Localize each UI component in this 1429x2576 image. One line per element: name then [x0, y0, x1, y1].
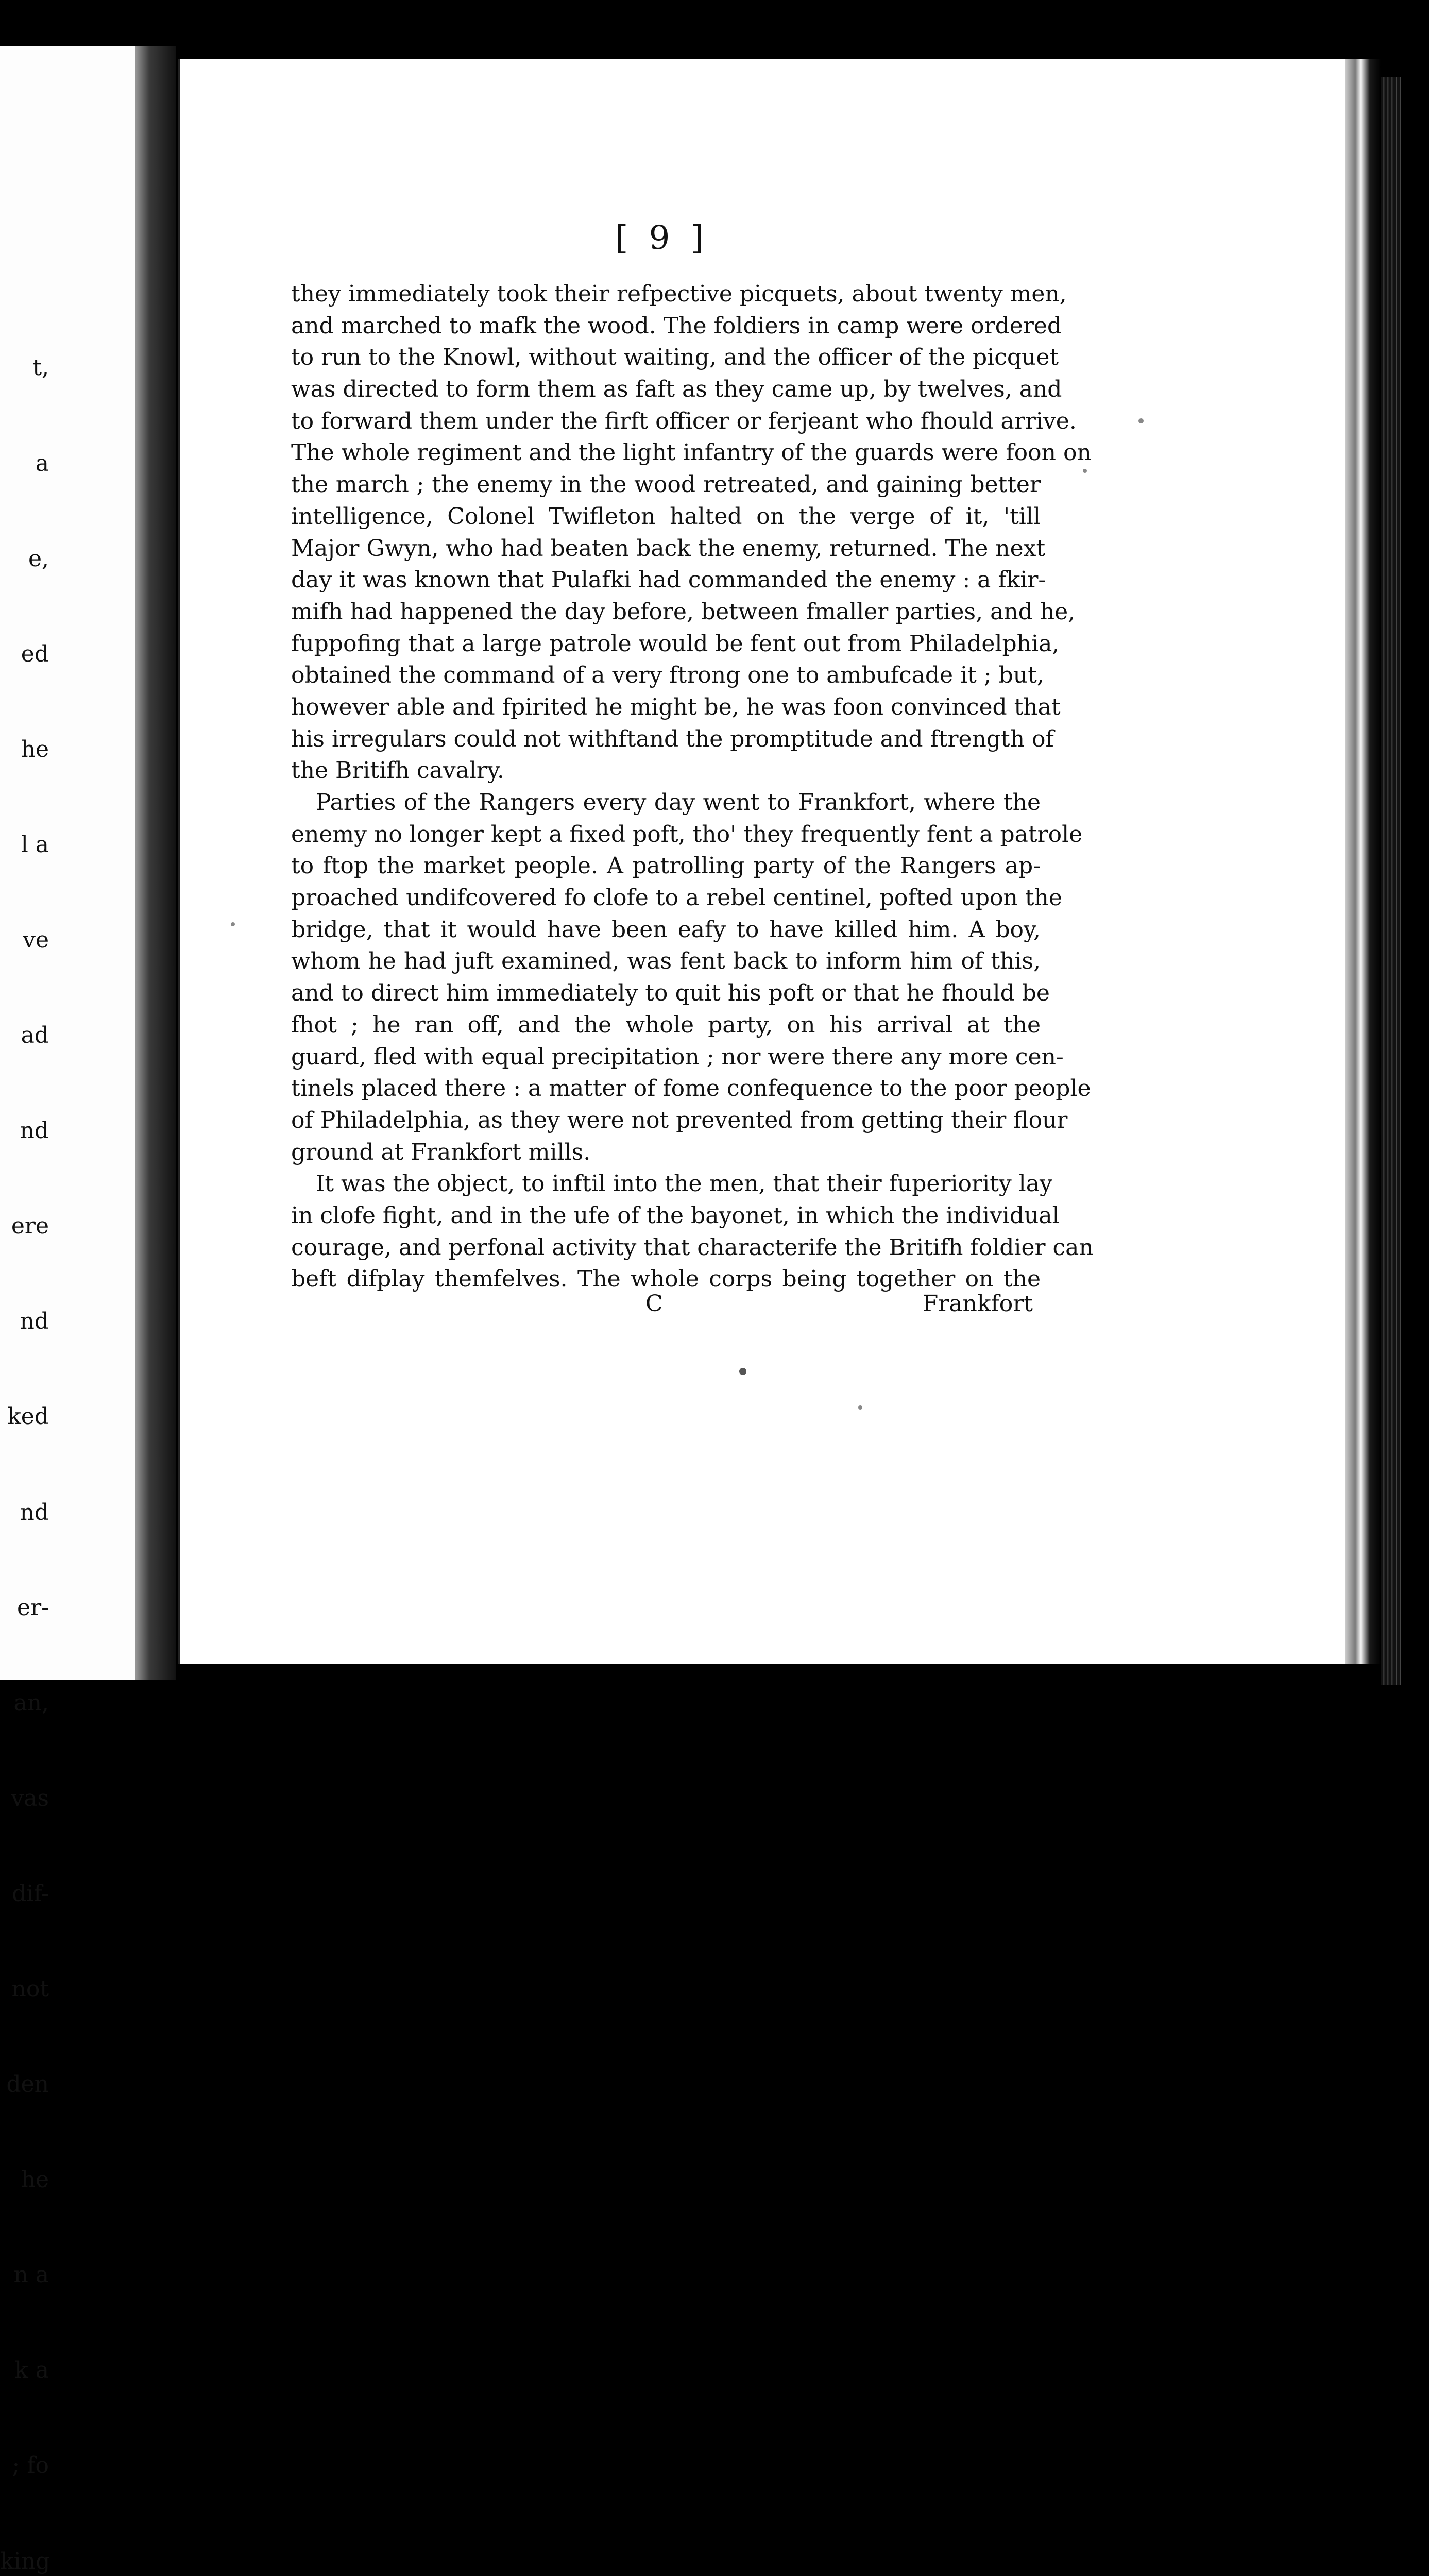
text-line: intelligence, Colonel Twifleton halted on the verge of it, 'till [291, 503, 1041, 530]
paper-speck [739, 1368, 746, 1375]
text-line: the Britifh cavalry. [291, 757, 504, 784]
signature-mark: C [645, 1291, 663, 1317]
text-line: to forward them under the firft officer or ferjeant who fhould arrive. [291, 408, 1077, 434]
fragment-line: an, [13, 1689, 49, 1716]
fragment-line: n a [13, 2262, 49, 2289]
body-text [291, 278, 1094, 1295]
fragment-line: k a [14, 2357, 49, 2384]
text-line: to run to the Knowl, without waiting, and the officer of the picquet [291, 344, 1059, 371]
fragment-line: nd [20, 1308, 49, 1335]
text-line: fhot ; he ran off, and the whole party, on his arrival at the [291, 1011, 1041, 1038]
fragment-line: ; fo [12, 2452, 49, 2479]
text-line: to ftop the market people. A patrolling party of the Rangers ap- [291, 853, 1041, 879]
page-footer [291, 1291, 1033, 1323]
page-edge-shadow [1345, 59, 1381, 1664]
left-page-text-fragments [0, 289, 49, 2576]
paper-speck [858, 1405, 862, 1410]
fragment-line: nd [20, 1117, 49, 1144]
fragment-line: e, [28, 545, 49, 572]
text-line: bridge, that it would have been eafy to have killed him. A boy, [291, 916, 1041, 943]
text-line: whom he had juft examined, was fent back to inform him of this, [291, 948, 1041, 975]
fragment-line: den [6, 2071, 49, 2098]
text-line: proached undifcovered fo clofe to a rebel centinel, pofted upon the [291, 885, 1062, 911]
text-line: and to direct him immediately to quit his poft or that he fhould be [291, 980, 1050, 1007]
text-line: the march ; the enemy in the wood retreated, and gaining better [291, 471, 1041, 498]
text-line: Major Gwyn, who had beaten back the enemy, returned. The next [291, 535, 1046, 562]
text-line: The whole regiment and the light infantry of the guards were foon on [291, 439, 1092, 466]
paragraph-start-line: It was the object, to inftil into the men, that their fuperiority lay [316, 1171, 1052, 1197]
paragraph-start-line: Parties of the Rangers every day went to Frankfort, where the [316, 789, 1041, 816]
text-line: beft difplay themfelves. The whole corps being together on the [291, 1266, 1041, 1293]
fragment-line: a [35, 450, 49, 477]
fragment-line: vas [11, 1785, 49, 1811]
text-line: day it was known that Pulafki had commanded the enemy : a fkir- [291, 567, 1046, 594]
text-line: ground at Frankfort mills. [291, 1139, 591, 1165]
fragment-line: ed [21, 640, 49, 667]
text-line: fuppofing that a large patrole would be fent out from Philadelphia, [291, 630, 1060, 657]
fragment-line: king [0, 2548, 50, 2574]
text-line: in clofe fight, and in the ufe of the bayonet, in which the individual [291, 1202, 1060, 1229]
fragment-line: ere [11, 1213, 49, 1240]
text-line: tinels placed there : a matter of fome confequence to the poor people [291, 1075, 1091, 1102]
fragment-line: er- [17, 1594, 49, 1621]
paper-speck [1083, 469, 1087, 473]
text-line: however able and fpirited he might be, he was foon convinced that [291, 693, 1061, 720]
fragment-line: l a [21, 831, 49, 858]
paper-speck [1138, 418, 1144, 423]
text-line: guard, fled with equal precipitation ; nor were there any more cen- [291, 1043, 1064, 1070]
fragment-line: ve [23, 926, 49, 953]
book-gutter-shadow [135, 46, 176, 1680]
text-line: was directed to form them as faft as they came up, by twelves, and [291, 376, 1062, 403]
text-line: of Philadelphia, as they were not prevented from getting their flour [291, 1107, 1068, 1133]
catchword: Frankfort [922, 1291, 1033, 1317]
paper-speck [231, 922, 235, 926]
fragment-line: not [11, 1976, 49, 2002]
fragment-line: ked [7, 1403, 49, 1430]
page-number: [ 9 ] [615, 219, 704, 257]
fragment-line: dif- [12, 1880, 49, 1907]
text-line: they immediately took their refpective picquets, about twenty men, [291, 281, 1067, 307]
fragment-line: he [21, 2166, 49, 2193]
text-line: courage, and perfonal activity that characterife the Britifh foldier can [291, 1234, 1094, 1261]
text-line: his irregulars could not withftand the promptitude and ftrength of [291, 725, 1054, 752]
fragment-line: he [21, 736, 49, 762]
fragment-line: nd [20, 1499, 49, 1526]
fragment-line: ad [21, 1022, 49, 1049]
text-line: enemy no longer kept a fixed poft, tho' they frequently fent a patrole [291, 821, 1083, 848]
text-line: mifh had happened the day before, between fmaller parties, and he, [291, 598, 1076, 625]
fore-edge-pages [1381, 77, 1401, 1685]
text-line: and marched to mafk the wood. The foldiers in camp were ordered [291, 312, 1062, 339]
fragment-line: t, [32, 354, 49, 381]
text-line: obtained the command of a very ftrong one to ambufcade it ; but, [291, 662, 1044, 689]
